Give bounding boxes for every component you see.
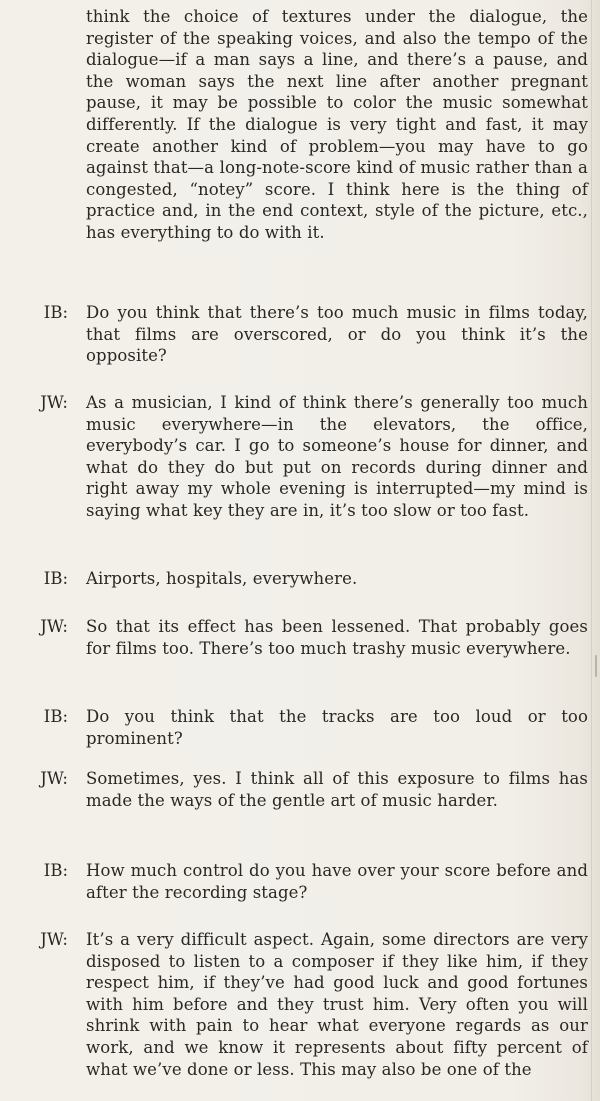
interview-answer: As a musician, I kind of think there’s generally too much music everywhere—in the elevators, the office, everybody’s car. I go to someone’s house for dinner, and what do they do but put on records during dinner and right away my whole evening is interrupted—my mind is saying what key they are in, it’s too slow or too fast. [86, 393, 588, 520]
speaker-label: IB: [43, 707, 68, 726]
speaker-label: JW: [40, 393, 68, 412]
speaker-label: JW: [40, 769, 68, 788]
page-edge-shadow [591, 0, 592, 1101]
speaker-label: IB: [43, 861, 68, 880]
page-speck [595, 655, 597, 677]
interview-answer: Do you think that the tracks are too loud or too prominent? [86, 707, 588, 748]
speaker-label: JW: [40, 930, 68, 949]
intro-paragraph: think the choice of textures under the dialogue, the register of the speaking voices, and also the tempo of the dialogue—if a man says a line, and there’s a pause, and the woman says the next line after another pregnant pause, it may be possible to color the music somewhat differently. If the dialogue is very tight and fast, it may create another kind of problem—you may have to go against that—a long-note-score kind of music rather than a congested, “notey” score. I think here is the thing of practice and, in the end context, style of the picture, etc., has everything to do with it. [86, 7, 588, 242]
interview-answer: So that its effect has been lessened. That probably goes for films too. There’s too much trashy music everywhere. [86, 617, 588, 658]
speaker-label: JW: [40, 617, 68, 636]
interview-answer: It’s a very difficult aspect. Again, some directors are very disposed to listen to a composer if they like him, if they respect him, if they’ve had good luck and good fortunes with him before and they trust him. Very often you will shrink with pain to hear what everyone regards as our work, and we know it represents about fifty percent of what we’ve done or less. This may also be one of the [86, 930, 588, 1079]
speaker-label: IB: [43, 569, 68, 588]
interview-answer: Airports, hospitals, everywhere. [86, 569, 358, 588]
speaker-label: IB: [43, 303, 68, 322]
interview-answer: Do you think that there’s too much music in films today, that films are overscored, or do you think it’s the opposite? [86, 303, 588, 366]
interview-answer: Sometimes, yes. I think all of this exposure to films has made the ways of the gentle art of music harder. [86, 769, 588, 810]
interview-answer: How much control do you have over your score before and after the recording stage? [86, 861, 588, 902]
